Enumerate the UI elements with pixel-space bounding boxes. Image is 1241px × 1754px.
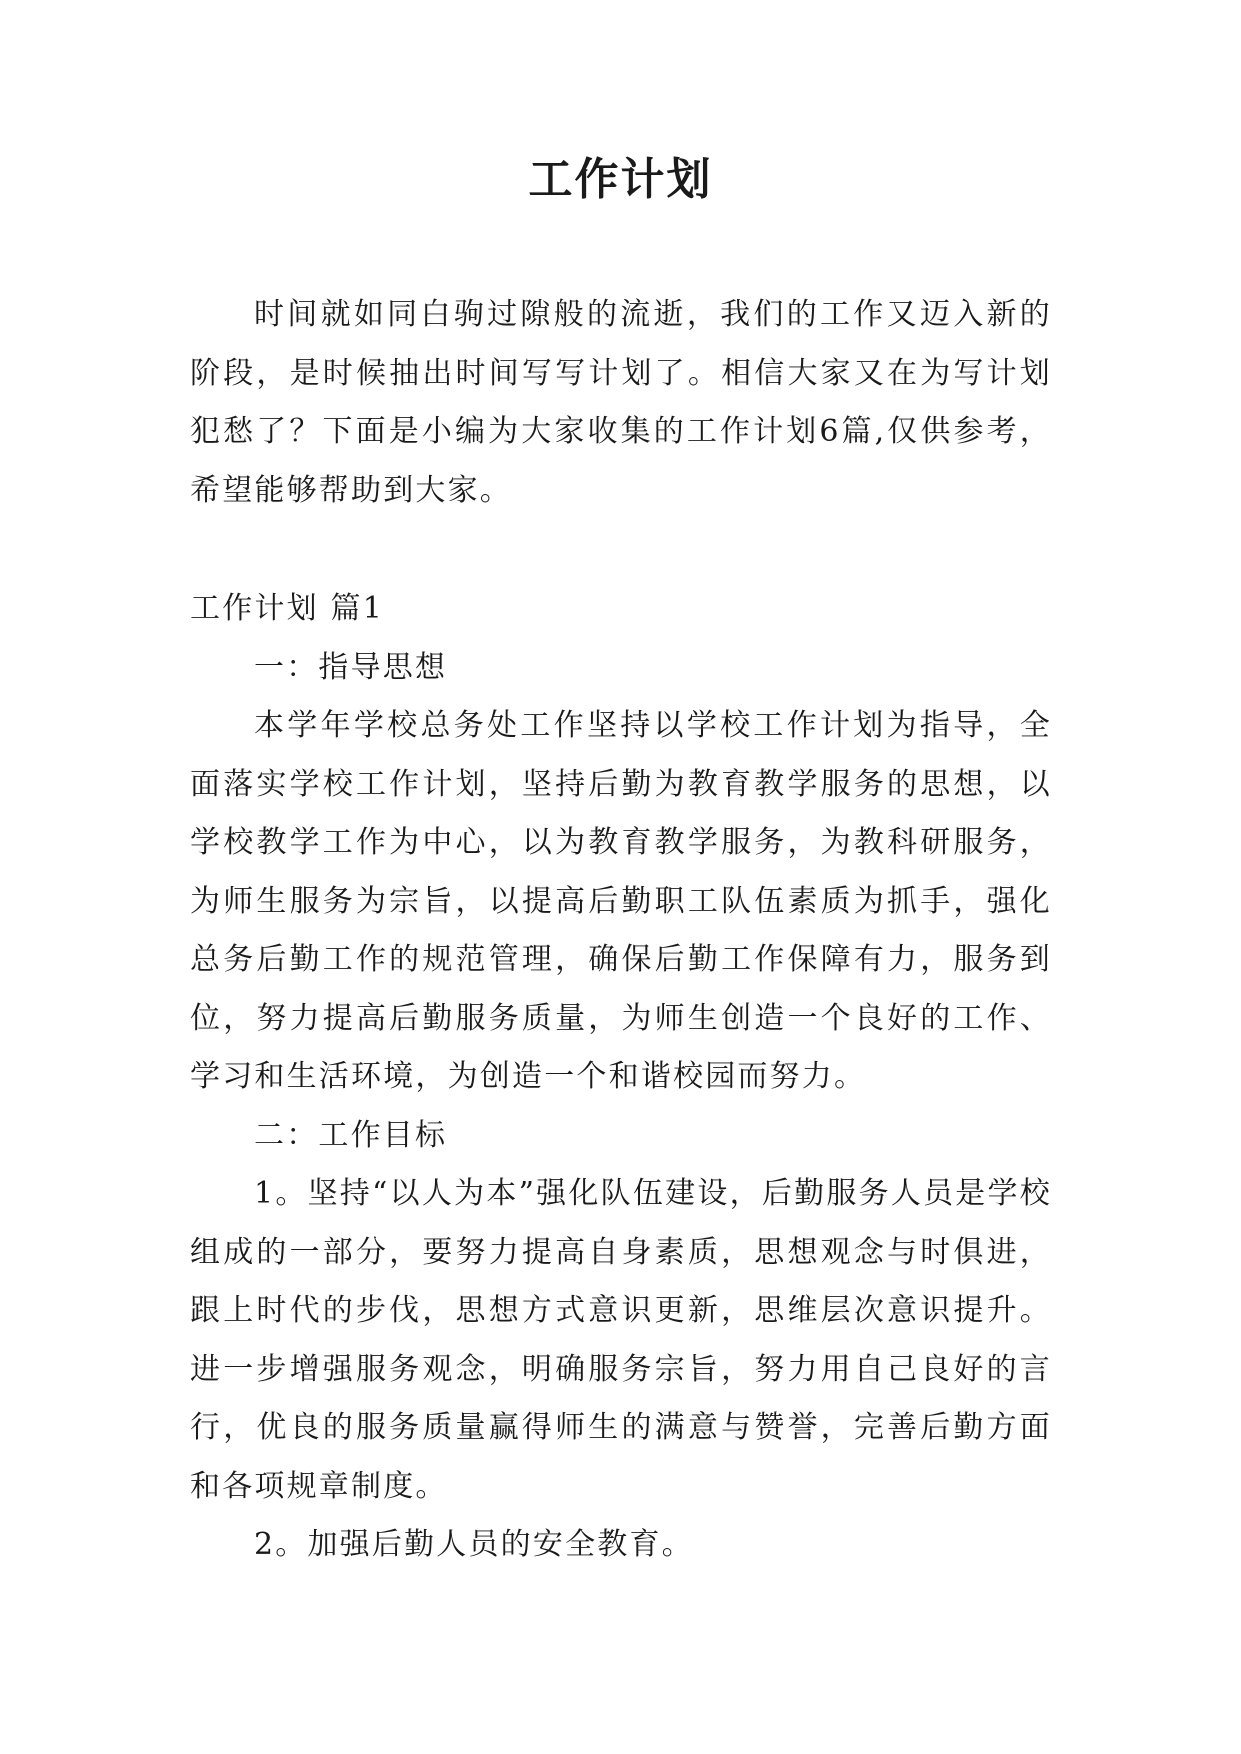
subheading-work-goals: 二：工作目标 — [254, 1117, 448, 1153]
document-title: 工作计划 — [528, 154, 713, 205]
section-heading: 工作计划 篇1 — [190, 591, 385, 626]
intro-block — [190, 286, 1052, 520]
intro-paragraph: 时间就如同白驹过隙般的流逝，我们的工作又迈入新的阶段，是时候抽出时间写写计划了。相信大家又在为写计划犯愁了？下面是小编为大家收集的工作计划6篇,仅供参考，希望能够帮助到大家。 — [190, 297, 1052, 508]
paragraph-goal-2: 2。加强后勤人员的安全教育。 — [254, 1527, 694, 1562]
subheading-guiding-thought: 一：指导思想 — [254, 649, 448, 685]
paragraph-guiding-thought: 本学年学校总务处工作坚持以学校工作计划为指导，全面落实学校工作计划，坚持后勤为教育教学服务的思想，以学校教学工作为中心，以为教育教学服务，为教科研服务，为师生服务为宗旨，以提高后勤职工队伍素质为抓手，强化总务后勤工作的规范管理，确保后勤工作保障有力，服务到位，努力提高后勤服务质量，为师生创造一个良好的工作、学习和生活环境，为创造一个和谐校园而努力。 — [190, 708, 1052, 1094]
section-block — [190, 580, 1052, 1575]
paragraph-goal-1: 1。坚持“以人为本”强化队伍建设，后勤服务人员是学校组成的一部分，要努力提高自身素质，思想观念与时俱进，跟上时代的步伐，思想方式意识更新，思维层次意识提升。进一步增强服务观念，明确服务宗旨，努力用自己良好的言行，优良的服务质量赢得师生的满意与赞誉，完善后勤方面和各项规章制度。 — [190, 1176, 1052, 1504]
